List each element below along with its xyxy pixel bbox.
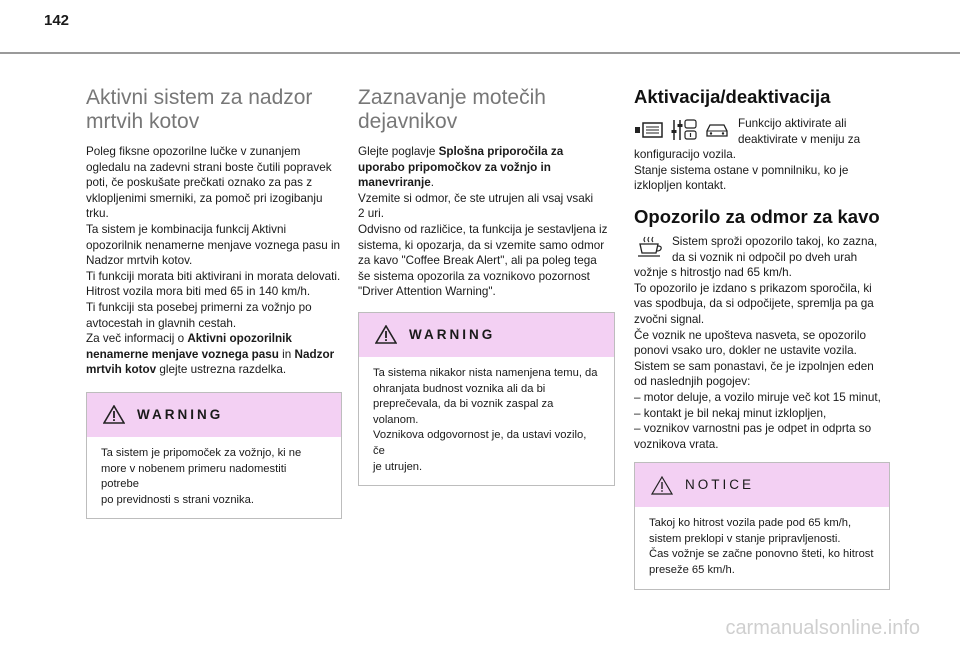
text-line: izklopljen kontakt. <box>634 179 727 193</box>
text-run: Glejte poglavje <box>358 145 439 158</box>
text-line: "Driver Attention Warning". <box>358 285 496 299</box>
section-title-coffee-break: Opozorilo za odmor za kavo <box>634 205 880 227</box>
text-line: zvočni signal. <box>634 312 705 326</box>
text-line: Sistem sproži opozorilo takoj, ko zazna, <box>672 234 878 248</box>
text-line: poti, če poskušate prečkati oznako za pas z <box>86 176 313 190</box>
text-line: po previdnosti s strani voznika. <box>101 493 254 506</box>
bold-run: manevriranje <box>358 176 431 190</box>
warning-triangle-icon <box>651 476 673 495</box>
activation-icon-text <box>738 116 860 147</box>
warning-box <box>358 312 615 486</box>
text-run: . <box>430 176 435 190</box>
text-line: od naslednjih pogojev: <box>634 375 751 389</box>
text-line <box>358 175 615 191</box>
warning-triangle-icon <box>375 325 397 344</box>
section-title-activation: Aktivacija/deaktivacija <box>634 86 831 107</box>
text-line: Odvisno od različice, ta funkcija je sestavljena iz <box>358 222 608 236</box>
text-line: konfiguracijo vozila. <box>634 148 736 162</box>
text-line <box>86 331 342 347</box>
watermark-text: carmanualsonline.info <box>725 617 920 639</box>
warning-box-header <box>87 393 341 437</box>
title-line: Aktivni sistem za nadzor <box>86 86 313 109</box>
text-line: je utrujen. <box>373 460 423 473</box>
warning-box-body <box>359 357 614 485</box>
text-line: Takoj ko hitrost vozila pade pod 65 km/h, <box>649 517 852 530</box>
title-line: dejavnikov <box>358 110 458 133</box>
text-line: Če voznik ne upošteva nasveta, se opozorilo <box>634 328 866 342</box>
text-line: vožnje s hitrostjo nad 65 km/h. <box>634 266 792 280</box>
text-line <box>358 144 615 160</box>
notice-box-header <box>635 463 889 507</box>
notice-box <box>634 462 890 589</box>
text-line <box>86 347 342 363</box>
text-line <box>86 362 342 378</box>
text-line: trku. <box>86 207 109 221</box>
text-line: – kontakt je bil nekaj minut izklopljen, <box>634 406 827 420</box>
text-line: Čas vožnje se začne ponovno šteti, ko hitrost <box>649 548 874 561</box>
text-line: še sistema opozorila za voznikovo pozornost <box>358 269 590 283</box>
column-distraction <box>358 86 615 486</box>
title-line: mrtvih kotov <box>86 110 200 133</box>
activation-icon-row <box>634 116 890 147</box>
text-line: 2 uri. <box>358 207 384 221</box>
text-line <box>358 160 615 176</box>
text-run: in <box>278 347 295 361</box>
car-icon <box>704 121 730 139</box>
text-line: vklopljenimi smerniki, za pomoč pri izogibanju <box>86 191 323 205</box>
header-rule <box>0 52 960 54</box>
text-line: Ti funkciji morata biti aktivirani in morata delovati. <box>86 269 341 283</box>
bold-run: uporabo pripomočkov za vožnjo in <box>358 160 551 174</box>
title-line: Zaznavanje motečih <box>358 86 546 109</box>
screen-icon <box>634 121 664 139</box>
page-number: 142 <box>44 12 70 29</box>
text-line: Vzemite si odmor, če ste utrujen ali vsaj vsaki <box>358 191 594 205</box>
bold-run: Nadzor <box>294 347 335 361</box>
text-line: ohranjata budnost voznika ali da bi <box>373 382 546 395</box>
section-title-distraction <box>358 86 615 134</box>
text-line: Hitrost vozila mora biti med 65 in 140 km/h. <box>86 285 311 299</box>
warning-box <box>86 392 342 519</box>
text-line: preseže 65 km/h. <box>649 564 735 577</box>
text-line: sistema, ki opozarja, da si vzemite samo odmor <box>358 238 605 252</box>
text-line: Stanje sistema ostane v pomnilniku, ko je <box>634 163 849 177</box>
text-line: preprečevala, da bi voznik zaspal za <box>373 398 554 411</box>
text-line: Poleg fiksne opozorilne lučke v zunanjem <box>86 145 301 158</box>
text-line: – motor deluje, a vozilo miruje več kot 15 minut, <box>634 390 881 404</box>
text-run: Za več informacij o <box>86 332 188 346</box>
text-run: glejte ustrezna razdelka. <box>156 363 287 377</box>
coffee-icons <box>636 234 664 258</box>
text-line: Ta sistema nikakor nista namenjena temu, da <box>373 366 598 379</box>
notice-box-body <box>635 507 889 588</box>
bold-run: mrtvih kotov <box>86 363 157 377</box>
text-line: ponovi vsako uro, dokler ne ustavite vozila. <box>634 344 857 358</box>
bold-run: Splošna priporočila za <box>438 145 564 158</box>
section-title-blind-spot <box>86 86 342 134</box>
text-line: To opozorilo je izdano s prikazom sporočila, ki <box>634 281 872 295</box>
text-line: volanom. <box>373 413 419 426</box>
activation-icons <box>634 116 730 142</box>
text-line: Funkcijo aktivirate ali <box>738 117 847 130</box>
text-line: Sistem se sam ponastavi, če je izpolnjen eden <box>634 359 874 373</box>
bold-run: Aktivni opozorilnik <box>187 332 292 346</box>
text-line: deaktivirate v meniju za <box>738 132 861 146</box>
coffee-cup-icon <box>636 236 664 258</box>
column-blind-spot <box>86 86 342 519</box>
text-line: Nadzor mrtvih kotov. <box>86 254 193 268</box>
text-line: vas spodbuja, da si odpočijete, spremlja pa ga <box>634 297 874 311</box>
text-line: da si voznik ni odpočil po dveh urah <box>672 250 858 264</box>
bold-run: nenamerne menjave voznega pasu <box>86 347 279 361</box>
text-line: avtocestah in glavnih cestah. <box>86 316 237 330</box>
text-line: Ti funkciji sta posebej primerni za vožnjo po <box>86 300 312 314</box>
text-line: opozorilnik nenamerne menjave voznega pasu in <box>86 238 341 252</box>
text-line: Ta sistem je kombinacija funkcij Aktivni <box>86 222 287 236</box>
notice-box-title: NOTICE <box>685 477 755 493</box>
coffee-icon-text <box>672 234 877 265</box>
text-line: – voznikov varnostni pas je odpet in odprta so <box>634 422 872 436</box>
settings-sliders-icon <box>670 118 698 142</box>
text-line: Voznikova odgovornost je, da ustavi vozilo, če <box>373 429 587 457</box>
warning-box-title: WARNING <box>137 407 224 423</box>
coffee-icon-row <box>634 234 890 265</box>
warning-triangle-icon <box>103 405 125 424</box>
text-line: Ta sistem je pripomoček za vožnjo, ki ne <box>101 446 302 459</box>
text-line: ogledalu na zadevni strani boste čutili popravek <box>86 160 332 174</box>
column-activation <box>634 86 890 590</box>
text-line: more v nobenem primeru nadomestiti potrebe <box>101 462 287 491</box>
text-line: voznikova vrata. <box>634 437 719 451</box>
text-line: sistem preklopi v stanje pripravljenosti. <box>649 532 841 545</box>
warning-box-header <box>359 313 614 357</box>
text-line: za kavo "Coffee Break Alert", ali pa poleg tega <box>358 254 597 268</box>
warning-box-title: WARNING <box>409 327 496 343</box>
warning-box-body <box>87 437 341 518</box>
